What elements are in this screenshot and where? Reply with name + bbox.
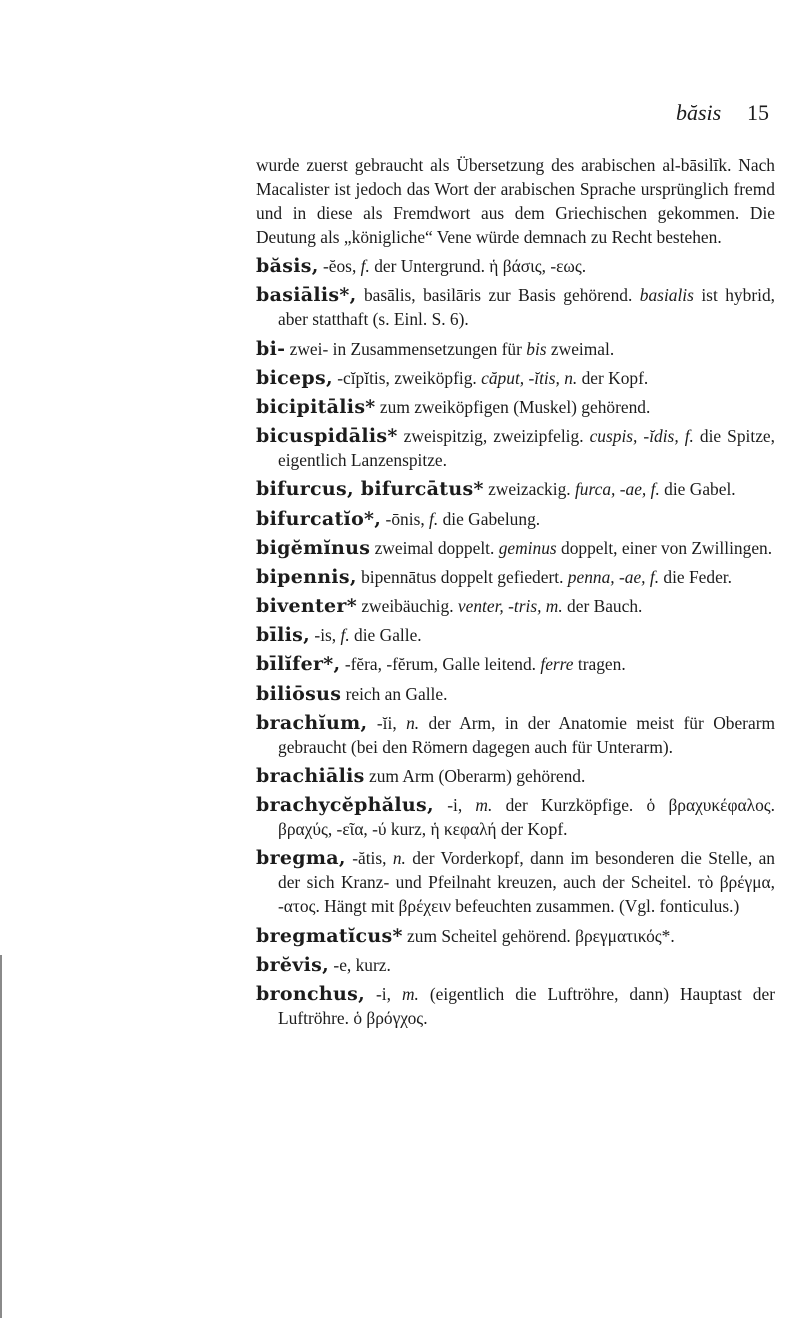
entry-lemma: bīlĭfer*, — [256, 653, 341, 676]
entry-definition: zweispitzig, zweizipfelig. — [397, 426, 590, 447]
entry-etymology: ferre — [540, 654, 574, 675]
entry-definition: -e, kurz. — [329, 954, 391, 975]
entry-definition: zwei- in Zusammensetzungen für — [285, 338, 527, 359]
dictionary-entry — [256, 536, 775, 560]
entry-etymology: furca, -ae, f. — [574, 479, 660, 500]
running-head: băsis — [676, 100, 722, 125]
entry-definition-rest: der Bauch. — [562, 596, 643, 617]
entry-etymology: n. — [406, 712, 420, 733]
dictionary-entry — [256, 982, 775, 1030]
entry-definition-rest: tragen. — [573, 654, 626, 675]
entry-lemma: bregmatĭcus* — [256, 924, 403, 947]
entry-definition: reich an Galle. — [341, 683, 448, 704]
entry-lemma: bronchus, — [256, 982, 365, 1005]
entry-etymology: căput, -ĭtis, n. — [481, 367, 578, 388]
entry-definition-rest: die Feder. — [659, 566, 732, 587]
dictionary-entry — [256, 477, 775, 501]
entry-definition-rest: ist hybrid, aber statthaft (s. Einl. S. 6). — [278, 285, 775, 330]
entry-definition: -ătis, — [345, 848, 393, 869]
entry-lemma: bi- — [256, 337, 286, 360]
entry-definition-rest: zweimal. — [546, 338, 615, 359]
entry-definition: -i, — [365, 983, 402, 1004]
entry-definition: zweibäuchig. — [356, 596, 458, 617]
entry-definition-rest: der Kurzköpfige. ὁ βραχυκέφαλος. βραχύς, -εῖα, -ύ kurz, ἡ κεφαλή der Kopf. — [278, 795, 775, 840]
entry-lemma: băsis, — [256, 255, 319, 278]
dictionary-entry — [256, 953, 775, 977]
entry-definition-rest: die Galle. — [349, 625, 422, 646]
entry-definition-rest: die Gabel. — [659, 479, 736, 500]
entry-etymology: m. — [401, 983, 419, 1004]
entry-definition-rest: (eigentlich die Luftröhre, dann) Hauptast der Luftröhre. ὁ βρόγχος. — [278, 983, 775, 1028]
dictionary-entry — [256, 283, 775, 331]
entry-definition: zum Arm (Oberarm) gehörend. — [364, 766, 586, 786]
entry-definition: zweizackig. — [483, 479, 575, 500]
dictionary-entry — [256, 395, 775, 419]
entry-definition-rest: der Arm, in der Anatomie meist für Oberarm gebraucht (bei den Römern dagegen auch für Unterarm). — [278, 712, 776, 757]
entry-etymology: geminus — [498, 537, 557, 558]
entry-lemma: biventer* — [256, 595, 357, 618]
entry-etymology: m. — [475, 795, 493, 816]
entry-definition: zum zweiköpfigen (Muskel) gehörend. — [375, 396, 651, 417]
dictionary-entry — [256, 652, 775, 676]
entry-lemma: brachycĕphălus, — [256, 794, 434, 817]
entry-definition: -is, — [310, 625, 341, 646]
entry-etymology: penna, -ae, f. — [567, 566, 660, 587]
entry-definition: -fĕra, -fĕrum, Galle leitend. — [340, 654, 541, 675]
entry-lemma: bipennis, — [256, 565, 357, 588]
entry-lemma: bifurcatĭo*, — [256, 507, 382, 530]
dictionary-entry — [256, 924, 775, 948]
entry-etymology: n. — [392, 848, 406, 869]
entry-lemma: bifurcus, bifurcātus* — [256, 478, 484, 501]
intro-paragraph: wurde zuerst gebraucht als Übersetzung des arabischen al-bāsilīk. Nach Macalister ist jedoch das Wort der arabischen Sprache ursprünglich fremd und in diese als Fremdwort aus dem Griechischen gekommen. Die Deutung als „königliche“ Vene würde demnach zu Recht bestehen. — [256, 155, 775, 247]
entry-definition: -ĭi, — [367, 712, 407, 733]
entry-etymology: cuspis, -ĭdis, f. — [589, 426, 694, 447]
entry-definition: zum Scheitel gehörend. βρεγματικός*. — [402, 925, 675, 946]
entry-etymology: basialis — [639, 285, 694, 306]
dictionary-entry — [256, 594, 775, 618]
dictionary-entry — [256, 366, 775, 390]
page-number: 15 — [747, 100, 769, 125]
entry-definition: -ōnis, — [381, 508, 430, 529]
entry-definition-rest: der Kopf. — [577, 367, 649, 388]
entry-definition: -cĭpĭtis, zweiköpfig. — [332, 367, 482, 388]
entry-lemma: biceps, — [256, 366, 333, 389]
dictionary-entry — [256, 764, 775, 788]
page-body — [256, 153, 775, 1030]
entry-definition: basālis, basilāris zur Basis gehörend. — [356, 285, 640, 306]
entry-definition-rest: die Spitze, eigentlich Lanzenspitze. — [278, 426, 775, 471]
entry-lemma: brachĭum, — [256, 711, 368, 734]
entry-definition: -i, — [433, 795, 476, 816]
entry-list — [256, 254, 775, 1030]
entry-etymology: venter, -tris, m. — [457, 596, 563, 617]
entry-lemma: bīlis, — [256, 624, 311, 647]
dictionary-entry — [256, 793, 775, 841]
entry-lemma: bicipitālis* — [256, 395, 376, 418]
dictionary-entry — [256, 846, 775, 918]
entry-lemma: biliōsus — [256, 682, 342, 705]
entry-etymology: f. — [360, 256, 370, 277]
dictionary-entry — [256, 682, 775, 706]
entry-definition: zweimal doppelt. — [370, 537, 499, 558]
entry-lemma: bigĕmĭnus — [256, 536, 371, 559]
dictionary-entry — [256, 507, 775, 531]
entry-etymology: bis — [526, 338, 547, 359]
entry-lemma: basiālis*, — [256, 284, 357, 307]
entry-etymology: f. — [429, 508, 439, 529]
entry-etymology: f. — [340, 625, 350, 646]
entry-lemma: bregma, — [256, 847, 346, 870]
dictionary-entry — [256, 711, 775, 759]
dictionary-entry — [256, 565, 775, 589]
entry-lemma: brĕvis, — [256, 953, 330, 976]
entry-definition: bipennātus doppelt gefiedert. — [356, 566, 568, 587]
dictionary-entry — [256, 424, 775, 472]
entry-definition-rest: der Vorderkopf, dann im besonderen die Stelle, an der sich Kranz- und Pfeilnaht kreuzen, auch der Scheitel. τὸ βρέγμα, -ατος. Hängt mit βρέχειν befeuchten zusammen. (Vgl. fonticulus.) — [278, 848, 776, 917]
dictionary-entry — [256, 623, 775, 647]
entry-definition-rest: die Gabelung. — [438, 508, 541, 529]
entry-lemma: brachiālis — [256, 765, 365, 787]
entry-definition-rest: doppelt, einer von Zwillingen. — [556, 537, 773, 558]
page-edge-line — [0, 955, 2, 1318]
page-header — [0, 100, 800, 130]
entry-definition-rest: der Untergrund. ἡ βάσις, -εως. — [369, 256, 587, 277]
dictionary-entry — [256, 337, 775, 361]
entry-lemma: bicuspidālis* — [256, 425, 398, 448]
dictionary-entry — [256, 254, 775, 278]
entry-definition: -ĕos, — [318, 256, 361, 277]
